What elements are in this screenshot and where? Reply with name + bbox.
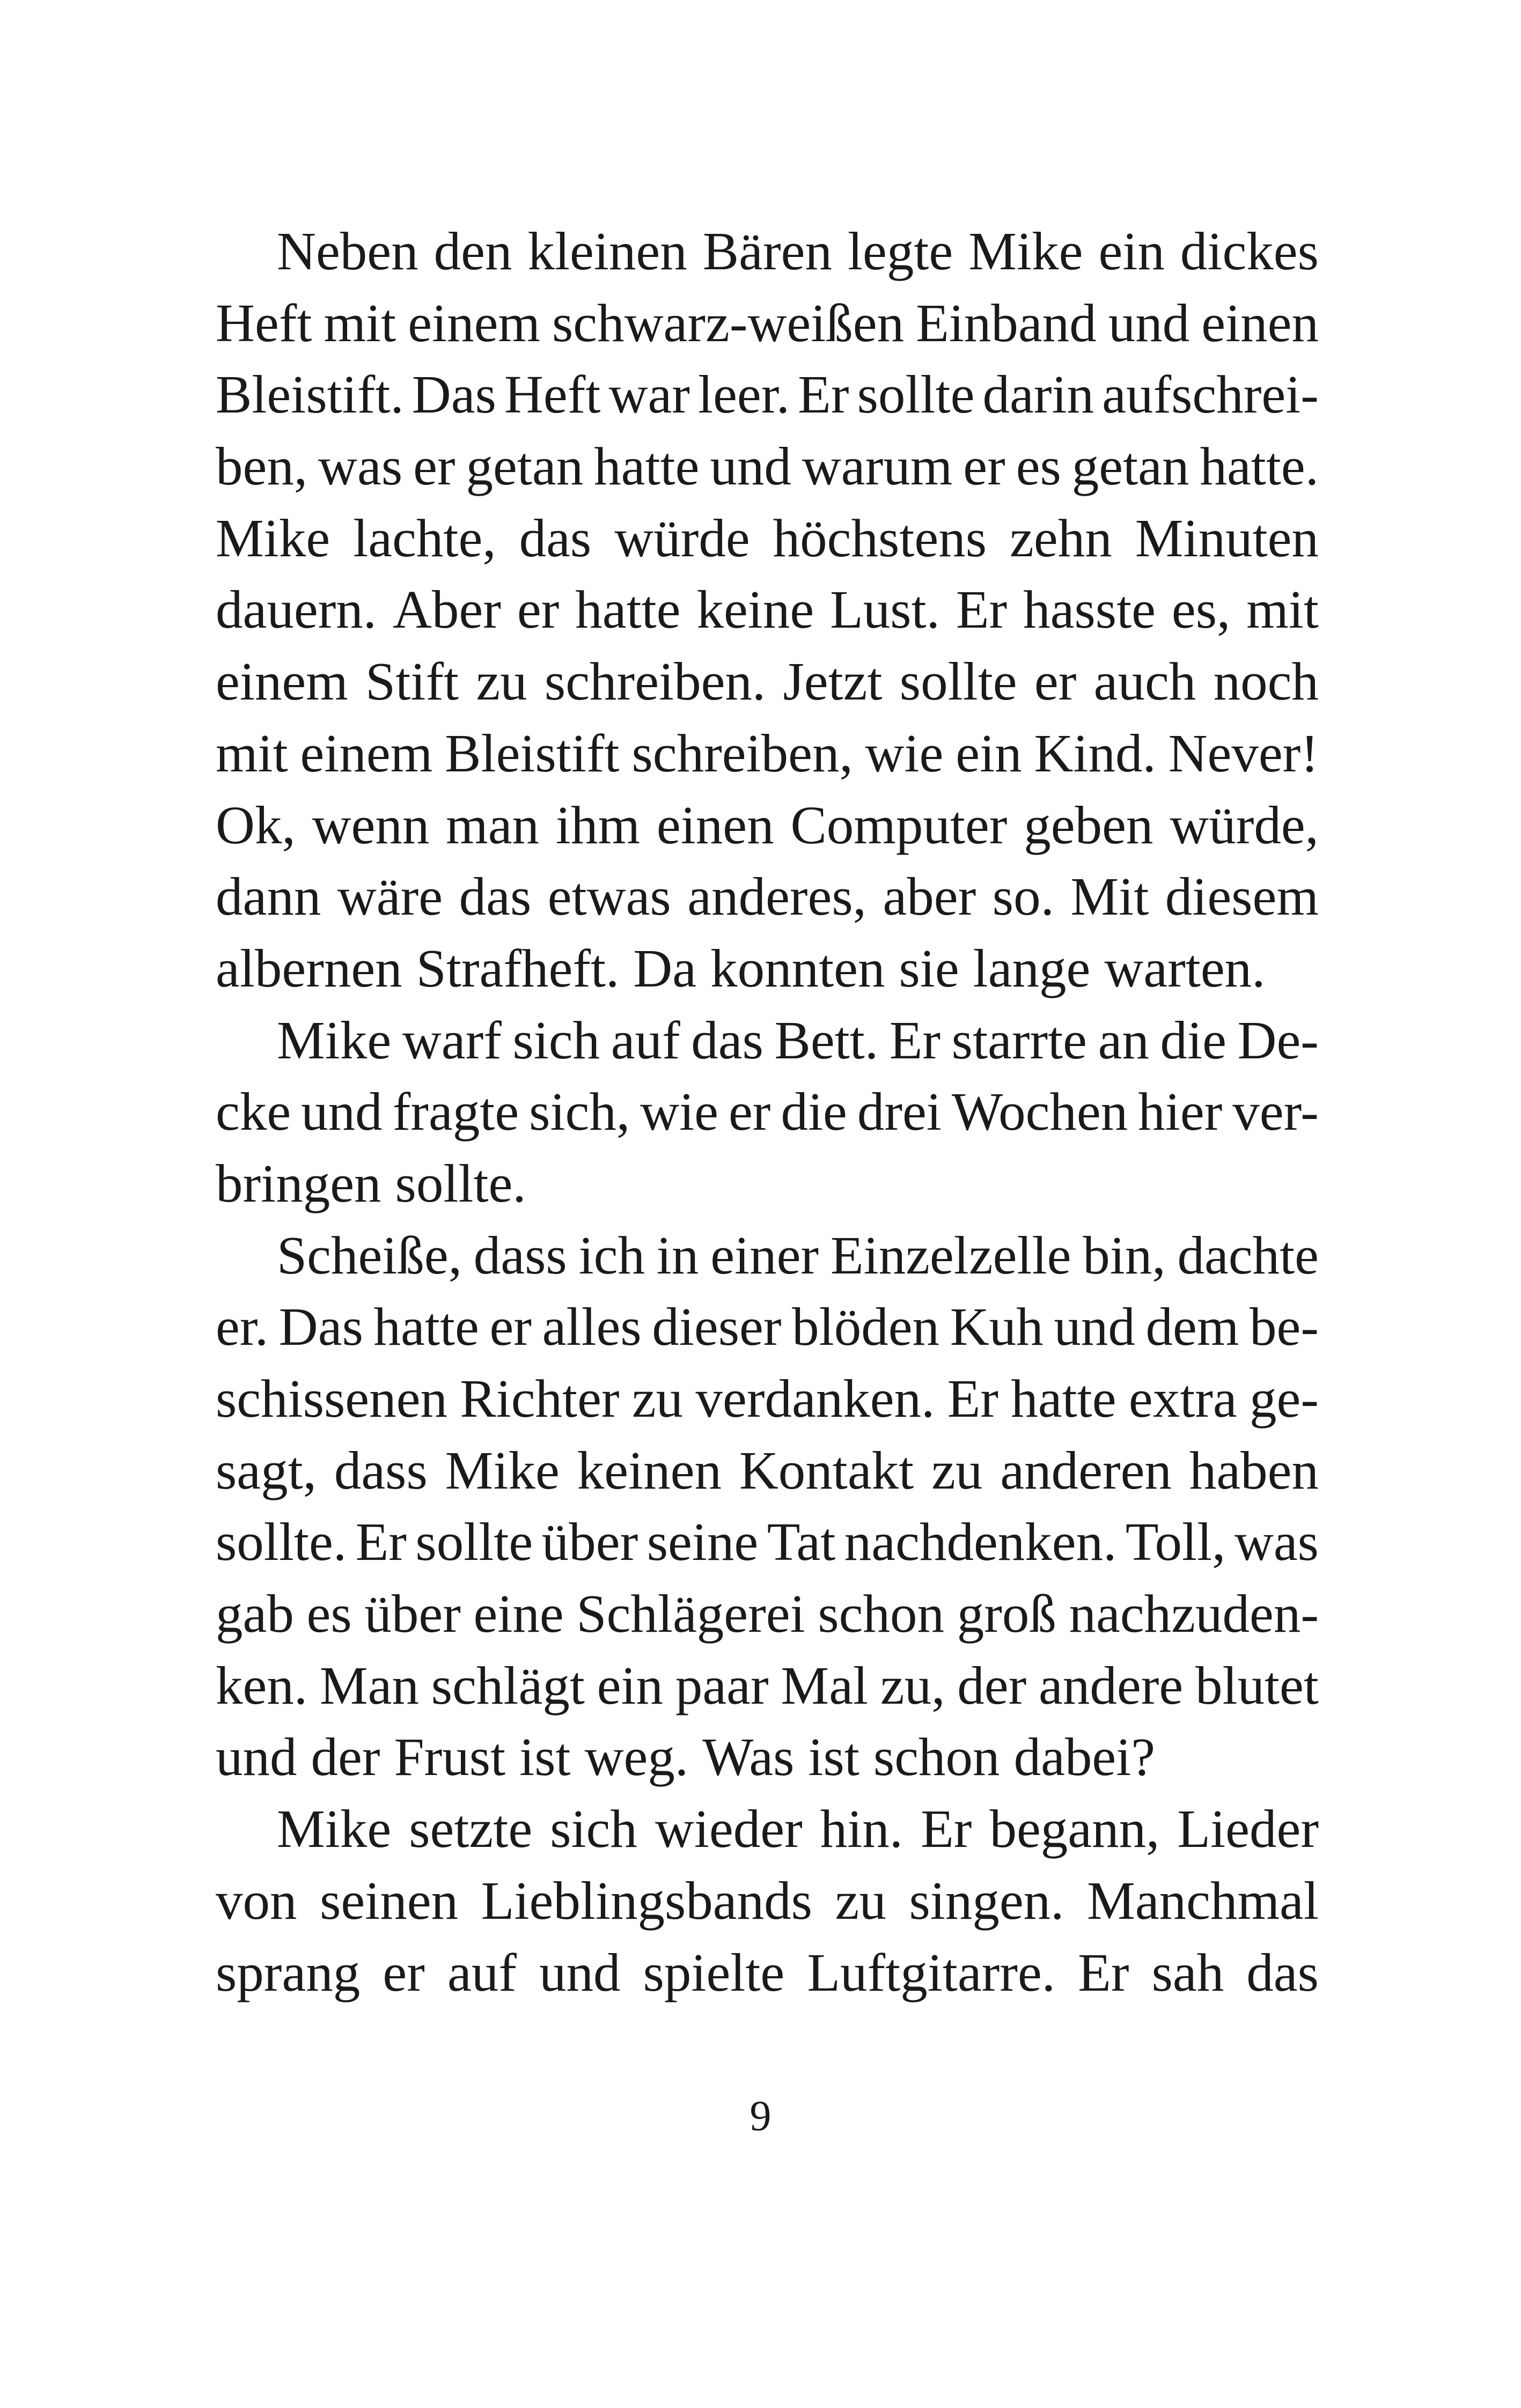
- text-line: [216, 646, 1319, 718]
- word: hatte.: [1200, 436, 1319, 497]
- word: er: [413, 436, 455, 497]
- word: ken.: [216, 1655, 308, 1715]
- word: Da: [633, 938, 697, 998]
- word: sich,: [529, 1081, 630, 1142]
- word: Bleistift: [445, 723, 620, 783]
- word: albernen: [216, 938, 402, 998]
- word: Toll,: [1125, 1512, 1226, 1572]
- text-line: [216, 861, 1319, 933]
- word: das: [519, 507, 592, 568]
- word: Lieblingsbands: [481, 1870, 812, 1931]
- word: über: [541, 1512, 638, 1572]
- word: wie: [640, 1081, 718, 1142]
- word: einen: [656, 794, 774, 855]
- word: weg.: [584, 1727, 689, 1787]
- word: getan: [466, 436, 584, 497]
- text-line: [216, 1650, 1319, 1722]
- word: dann: [216, 866, 321, 927]
- word: Mike: [277, 1010, 392, 1070]
- word: hatte: [373, 1297, 479, 1357]
- text-line: [216, 1721, 1319, 1793]
- word: Mike: [277, 1799, 392, 1859]
- word: und: [216, 1727, 297, 1787]
- word: hasste: [1023, 579, 1156, 640]
- word: Jetzt: [783, 651, 883, 712]
- word: schwarz-weißen: [552, 292, 905, 353]
- word: sich: [512, 1010, 600, 1070]
- word: sich: [550, 1799, 637, 1859]
- word: nachdenken.: [844, 1512, 1117, 1572]
- word: setzte: [409, 1799, 533, 1859]
- word: wie: [865, 723, 944, 783]
- word: anderes,: [687, 866, 866, 927]
- word: noch: [1213, 651, 1319, 712]
- word: nachzuden-: [1069, 1584, 1319, 1644]
- word: er: [728, 1081, 771, 1142]
- word: einer: [710, 1225, 819, 1285]
- word: schreiben.: [544, 651, 766, 712]
- word: Er: [798, 364, 849, 425]
- word: konnten: [710, 938, 885, 998]
- word: Tat: [767, 1512, 836, 1572]
- word: es,: [1171, 579, 1231, 640]
- word: den: [433, 221, 512, 281]
- word: Lust.: [830, 579, 940, 640]
- word: einem: [408, 292, 540, 353]
- text-line: [216, 1363, 1319, 1435]
- word: seine: [646, 1512, 759, 1572]
- word: ist: [808, 1727, 859, 1787]
- word: Man: [319, 1655, 420, 1715]
- word: Mike: [968, 221, 1083, 281]
- word: sah: [1151, 1942, 1224, 2002]
- word: schissenen: [216, 1368, 447, 1428]
- word: schlägt: [431, 1655, 585, 1715]
- text-line: [216, 790, 1319, 861]
- word: einem: [300, 723, 433, 783]
- word: haben: [1189, 1440, 1319, 1500]
- text-line: [216, 1220, 1319, 1292]
- word: Luftgitarre.: [807, 1942, 1056, 2002]
- word: Schlägerei: [576, 1584, 805, 1644]
- text-line: [216, 574, 1319, 646]
- word: dauern.: [216, 579, 377, 640]
- word: Mal: [781, 1655, 869, 1715]
- word: paar: [675, 1655, 769, 1715]
- text-line: [216, 1865, 1319, 1937]
- word: begann,: [989, 1799, 1160, 1859]
- text-line: [216, 288, 1319, 359]
- word: Computer: [790, 794, 1008, 855]
- word: ge-: [1250, 1368, 1319, 1428]
- word: Kuh: [950, 1297, 1044, 1357]
- word: warten.: [1104, 938, 1266, 998]
- text-line: [216, 1578, 1319, 1650]
- word: Wochen: [951, 1081, 1128, 1142]
- word: wäre: [337, 866, 443, 927]
- word: extra: [1128, 1368, 1237, 1428]
- word: andere: [1039, 1655, 1184, 1715]
- word: einem: [216, 651, 348, 712]
- word: hatte: [1011, 1368, 1116, 1428]
- word: Einband: [916, 292, 1097, 353]
- word: in: [656, 1225, 699, 1285]
- word: hier: [1138, 1081, 1223, 1142]
- word: warum: [802, 436, 953, 497]
- body-text: [216, 216, 1319, 2008]
- text-line: [216, 1937, 1319, 2009]
- word: das: [1246, 1942, 1319, 2002]
- word: wieder: [655, 1799, 803, 1859]
- word: und: [710, 436, 791, 497]
- word: die: [781, 1081, 847, 1142]
- word: höchstens: [773, 507, 987, 568]
- word: das: [459, 866, 532, 927]
- word: Aber: [392, 579, 501, 640]
- word: drei: [857, 1081, 942, 1142]
- word: sollte: [899, 651, 1017, 712]
- word: Richter: [460, 1368, 620, 1428]
- text-line: [216, 503, 1319, 575]
- word: keinen: [577, 1440, 722, 1500]
- word: was: [318, 436, 403, 497]
- word: Mike: [445, 1440, 560, 1500]
- word: Was: [702, 1727, 795, 1787]
- word: ist: [519, 1727, 571, 1787]
- word: schon: [818, 1584, 944, 1644]
- word: wenn: [312, 794, 430, 855]
- word: blutet: [1195, 1655, 1319, 1715]
- word: sollte: [415, 1512, 533, 1572]
- text-line: [216, 1005, 1319, 1077]
- word: getan: [1071, 436, 1189, 497]
- word: cke: [216, 1081, 291, 1142]
- word: mit: [324, 292, 396, 353]
- word: Mike: [216, 507, 330, 568]
- word: Manchmal: [1087, 1870, 1319, 1931]
- word: Er: [355, 1512, 407, 1572]
- word: Er: [1078, 1942, 1129, 2002]
- word: ein: [956, 723, 1022, 783]
- text-line: [216, 933, 1319, 1005]
- word: würde,: [1170, 794, 1319, 855]
- word: starrte: [951, 1010, 1087, 1070]
- word: aufschrei-: [1102, 364, 1319, 425]
- word: hin.: [820, 1799, 903, 1859]
- word: hatte: [575, 579, 681, 640]
- word: zu: [931, 1440, 983, 1500]
- word: er: [489, 1297, 532, 1357]
- word: Never!: [1168, 723, 1319, 783]
- text-line: [216, 431, 1319, 503]
- text-line: [216, 1793, 1319, 1865]
- word: es: [1016, 436, 1061, 497]
- word: eine: [473, 1584, 564, 1644]
- word: war: [608, 364, 690, 425]
- word: dem: [1145, 1297, 1239, 1357]
- word: seinen: [320, 1870, 459, 1931]
- word: er: [1034, 651, 1077, 712]
- word: von: [216, 1870, 297, 1931]
- word: er: [517, 579, 560, 640]
- word: der: [957, 1655, 1027, 1715]
- word: Er: [889, 1010, 941, 1070]
- word: sie: [899, 938, 959, 998]
- word: dachte: [1177, 1225, 1319, 1285]
- word: ver-: [1232, 1081, 1319, 1142]
- word: auf: [611, 1010, 680, 1070]
- word: alles: [542, 1297, 642, 1357]
- word: würde: [614, 507, 750, 568]
- word: Stift: [365, 651, 459, 712]
- word: Kind.: [1034, 723, 1156, 783]
- word: das: [691, 1010, 763, 1070]
- word: zu: [476, 651, 527, 712]
- word: Kontakt: [739, 1440, 914, 1500]
- word: über: [364, 1584, 461, 1644]
- word: bringen: [216, 1153, 381, 1213]
- word: zu: [631, 1368, 684, 1428]
- word: sollte: [857, 364, 975, 425]
- word: und: [1054, 1297, 1135, 1357]
- text-line: [216, 718, 1319, 790]
- word: sagt,: [216, 1440, 317, 1500]
- word: etwas: [547, 866, 671, 927]
- word: die: [1160, 1010, 1226, 1070]
- word: Minuten: [1135, 507, 1319, 568]
- word: schreiben,: [631, 723, 853, 783]
- word: Frust: [394, 1727, 506, 1787]
- word: ben,: [216, 436, 308, 497]
- word: Neben: [277, 221, 418, 281]
- word: dieser: [652, 1297, 782, 1357]
- word: sollte.: [395, 1153, 526, 1213]
- word: dickes: [1180, 221, 1319, 281]
- word: lange: [973, 938, 1091, 998]
- text-line: [216, 1435, 1319, 1507]
- word: De-: [1237, 1010, 1319, 1070]
- word: dass: [473, 1225, 567, 1285]
- word: diesem: [1165, 866, 1319, 927]
- word: schon: [873, 1727, 1000, 1787]
- word: auch: [1093, 651, 1196, 712]
- word: Heft: [504, 364, 601, 425]
- word: Lieder: [1177, 1799, 1319, 1859]
- text-line: [216, 1148, 1319, 1220]
- word: kleinen: [527, 221, 687, 281]
- word: Mit: [1070, 866, 1149, 927]
- word: groß: [957, 1584, 1056, 1644]
- word: anderen: [1000, 1440, 1172, 1500]
- word: legte: [847, 221, 953, 281]
- word: darin: [982, 364, 1094, 425]
- word: mit: [1246, 579, 1319, 640]
- word: lachte,: [353, 507, 496, 568]
- text-line: [216, 359, 1319, 431]
- word: mit: [216, 723, 288, 783]
- word: gab: [216, 1584, 294, 1644]
- word: be-: [1250, 1297, 1319, 1357]
- word: Einzelzelle: [830, 1225, 1071, 1285]
- word: dabei?: [1013, 1727, 1156, 1787]
- word: Heft: [216, 292, 312, 353]
- text-line: [216, 1506, 1319, 1578]
- word: ihm: [555, 794, 641, 855]
- page-number: 9: [750, 2093, 771, 2140]
- word: sprang: [216, 1942, 361, 2002]
- word: und: [1108, 292, 1190, 353]
- word: zu,: [880, 1655, 945, 1715]
- word: Er: [921, 1799, 972, 1859]
- word: es: [306, 1584, 352, 1644]
- word: blöden: [792, 1297, 940, 1357]
- word: hatte: [594, 436, 700, 497]
- word: Er: [956, 579, 1008, 640]
- word: an: [1098, 1010, 1149, 1070]
- word: Er: [947, 1368, 998, 1428]
- word: sollte.: [216, 1512, 347, 1572]
- word: bin,: [1083, 1225, 1166, 1285]
- text-line: [216, 1076, 1319, 1148]
- word: zu: [835, 1870, 886, 1931]
- word: Ok,: [216, 794, 296, 855]
- word: verdanken.: [695, 1368, 935, 1428]
- word: zehn: [1010, 507, 1112, 568]
- word: ich: [578, 1225, 645, 1285]
- word: der: [311, 1727, 380, 1787]
- word: einen: [1201, 292, 1319, 353]
- word: ein: [597, 1655, 664, 1715]
- word: fragte: [392, 1081, 519, 1142]
- word: ein: [1098, 221, 1165, 281]
- word: Bleistift.: [216, 364, 404, 425]
- word: Strafheft.: [416, 938, 620, 998]
- word: so.: [992, 866, 1054, 927]
- word: leer.: [698, 364, 790, 425]
- word: aber: [883, 866, 976, 927]
- word: warf: [402, 1010, 502, 1070]
- word: Bett.: [774, 1010, 879, 1070]
- word: er: [963, 436, 1005, 497]
- word: Scheiße,: [277, 1225, 462, 1285]
- word: dass: [334, 1440, 428, 1500]
- word: und: [301, 1081, 383, 1142]
- word: geben: [1024, 794, 1153, 855]
- word: was: [1234, 1512, 1319, 1572]
- word: auf: [447, 1942, 517, 2002]
- word: keine: [696, 579, 814, 640]
- word: Bären: [702, 221, 832, 281]
- word: singen.: [909, 1870, 1064, 1931]
- word: Das: [278, 1297, 363, 1357]
- word: spielte: [643, 1942, 785, 2002]
- text-line: [216, 1291, 1319, 1363]
- word: und: [539, 1942, 621, 2002]
- word: er.: [216, 1297, 269, 1357]
- word: er: [383, 1942, 425, 2002]
- text-line: [216, 216, 1319, 288]
- word: Das: [412, 364, 496, 425]
- word: man: [446, 794, 540, 855]
